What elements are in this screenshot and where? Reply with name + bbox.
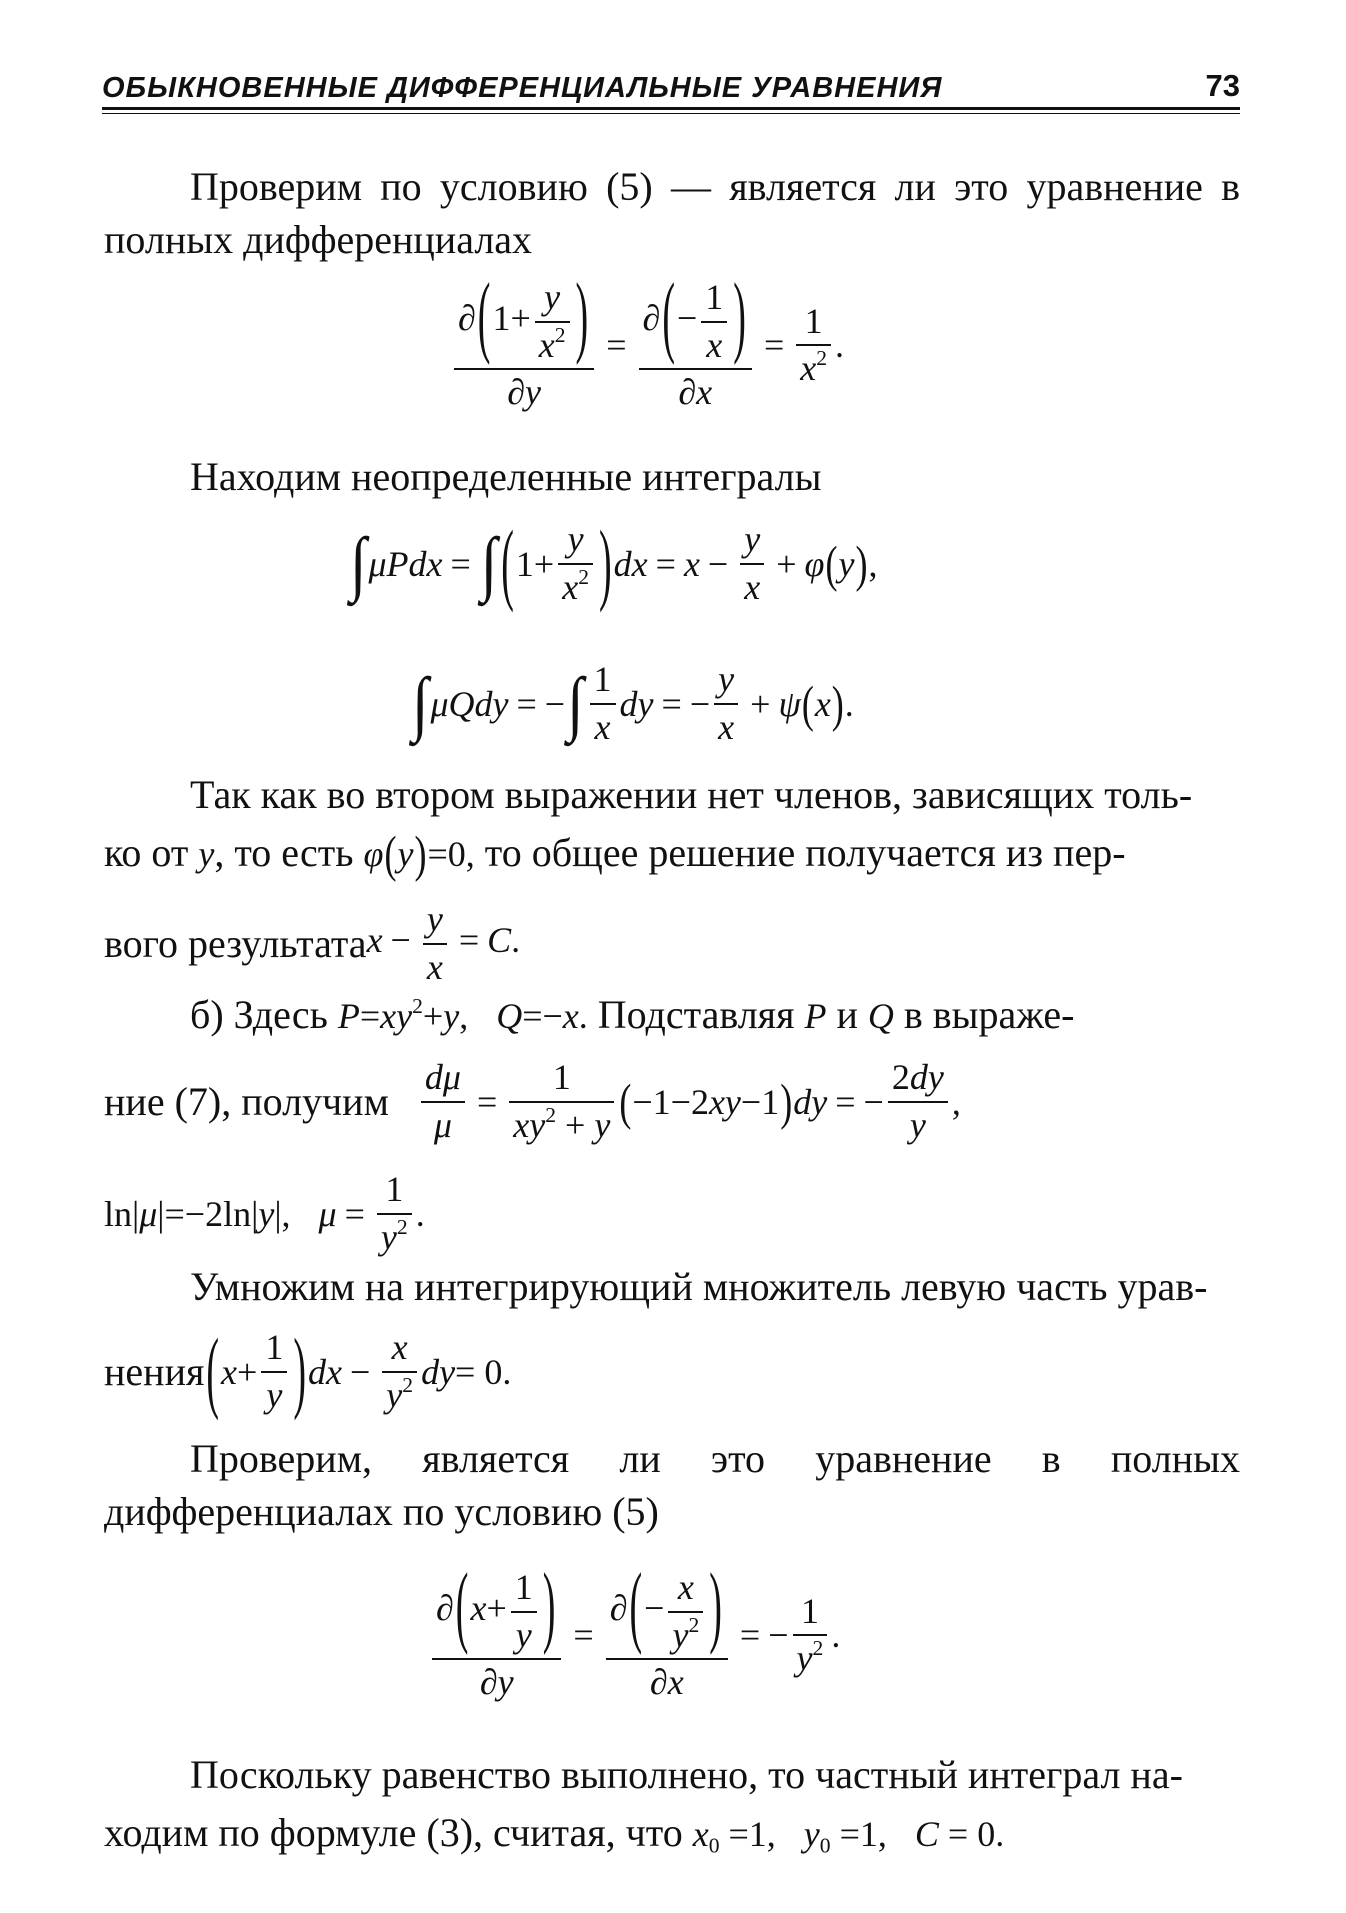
paragraph-part-b-line1	[190, 990, 1074, 1041]
math-general-solution: x − $\frac{y}{x}$ = C.	[366, 899, 521, 987]
math-ln-mu: ln| μ |=−2ln| y |, μ = $\frac{1}{y^2}$ .	[104, 1169, 425, 1257]
equation-integral-p: ∫ μPdx = ∫ ( 1+ $\frac{y}{x^2}$ ) dx = x − $\frac{y}{x}$ + φ ( y ) ,	[350, 513, 878, 614]
paragraph-check-exact: Проверим по условию (5) — является ли это уравнение в полных дифференциалах	[104, 164, 1240, 262]
paragraph-general-solution-line2	[104, 826, 1126, 882]
equation-integral-q: ∫ μQdy = − ∫ $\frac{1}{x}$ dy = − $\frac{y}{x}$ + ψ ( x ) .	[412, 659, 854, 747]
math-p-q-def: $P=xy^2+y$, Q=−x.	[337, 993, 588, 1036]
header-rule-thin	[102, 113, 1240, 114]
paragraph-part-b-line2	[104, 1058, 961, 1145]
header-rule-thick	[102, 107, 1240, 110]
math-var-p: P	[804, 996, 827, 1036]
math-initial-values: $x_0 =1$, $y_0 =1$, C = 0.	[692, 1814, 1005, 1858]
math-var-q: Q	[867, 996, 894, 1036]
paragraph-multiply-line1: Умножим на интегрирующий множитель левую часть урав-	[190, 1264, 1208, 1309]
text-segment: Подставляя	[587, 992, 805, 1037]
math-dmu-equation: $\frac{d\mu}{\mu}$ = $\frac{1}{xy^2 + y}$ ( −1−2 xy −1 ) dy = − $\frac{2dy}{y}$ ,	[417, 1058, 961, 1145]
math-new-equation: ( x + $\frac{1}{y}$ ) dx − $\frac{x}{y^2}$ dy = 0.	[206, 1321, 512, 1422]
text-segment: б) Здесь	[190, 992, 338, 1037]
paragraph-particular-integral-line1: Поскольку равенство выполнено, то частный интеграл на-	[190, 1752, 1183, 1797]
text-segment: вого результата	[104, 920, 367, 966]
paragraph-indefinite-integrals: Находим неопределенные интегралы	[190, 454, 822, 499]
chapter-title: ОБЫКНОВЕННЫЕ ДИФФЕРЕНЦИАЛЬНЫЕ УРАВНЕНИЯ	[102, 72, 943, 104]
paragraph-particular-integral-line2	[104, 1808, 1004, 1859]
equation-exactness-1: ∂(1+ $\frac{y}{x^2}$ ) ∂y = ∂(− $\frac{1}{x}$ ) ∂x = $\frac{1}{x^2}$ .	[450, 278, 844, 413]
paragraph-general-solution-line1: Так как во втором выражении нет членов, зависящих толь-	[190, 772, 1193, 817]
text-segment: то общее решение получается из пер-	[474, 830, 1126, 875]
text-segment: и	[826, 992, 868, 1037]
paragraph-general-solution-line3	[104, 900, 520, 987]
text-segment: ко от	[104, 830, 199, 875]
text-segment: нения	[104, 1348, 205, 1394]
equation-exactness-2: ∂(x+ $\frac{1}{y}$ ) ∂y = ∂(− $\frac{x}{y^2}$ ) ∂x = − $\frac{1}{y^2}$ .	[428, 1568, 840, 1703]
math-phi-zero: φ(y)=0,	[363, 826, 475, 882]
math-var-y: y	[198, 834, 215, 874]
page-number: 73	[1205, 68, 1240, 103]
paragraph-check-exact-2: Проверим, является ли это уравнение в полных дифференциалах по условию (5)	[104, 1436, 1240, 1534]
paragraph-multiply-line2	[104, 1321, 512, 1422]
text-segment: ходим по формуле (3), считая, что	[104, 1810, 693, 1855]
text-segment: ние (7), получим	[104, 1078, 389, 1124]
text-segment: в выраже-	[893, 992, 1075, 1037]
text-segment: , то есть	[214, 830, 364, 875]
